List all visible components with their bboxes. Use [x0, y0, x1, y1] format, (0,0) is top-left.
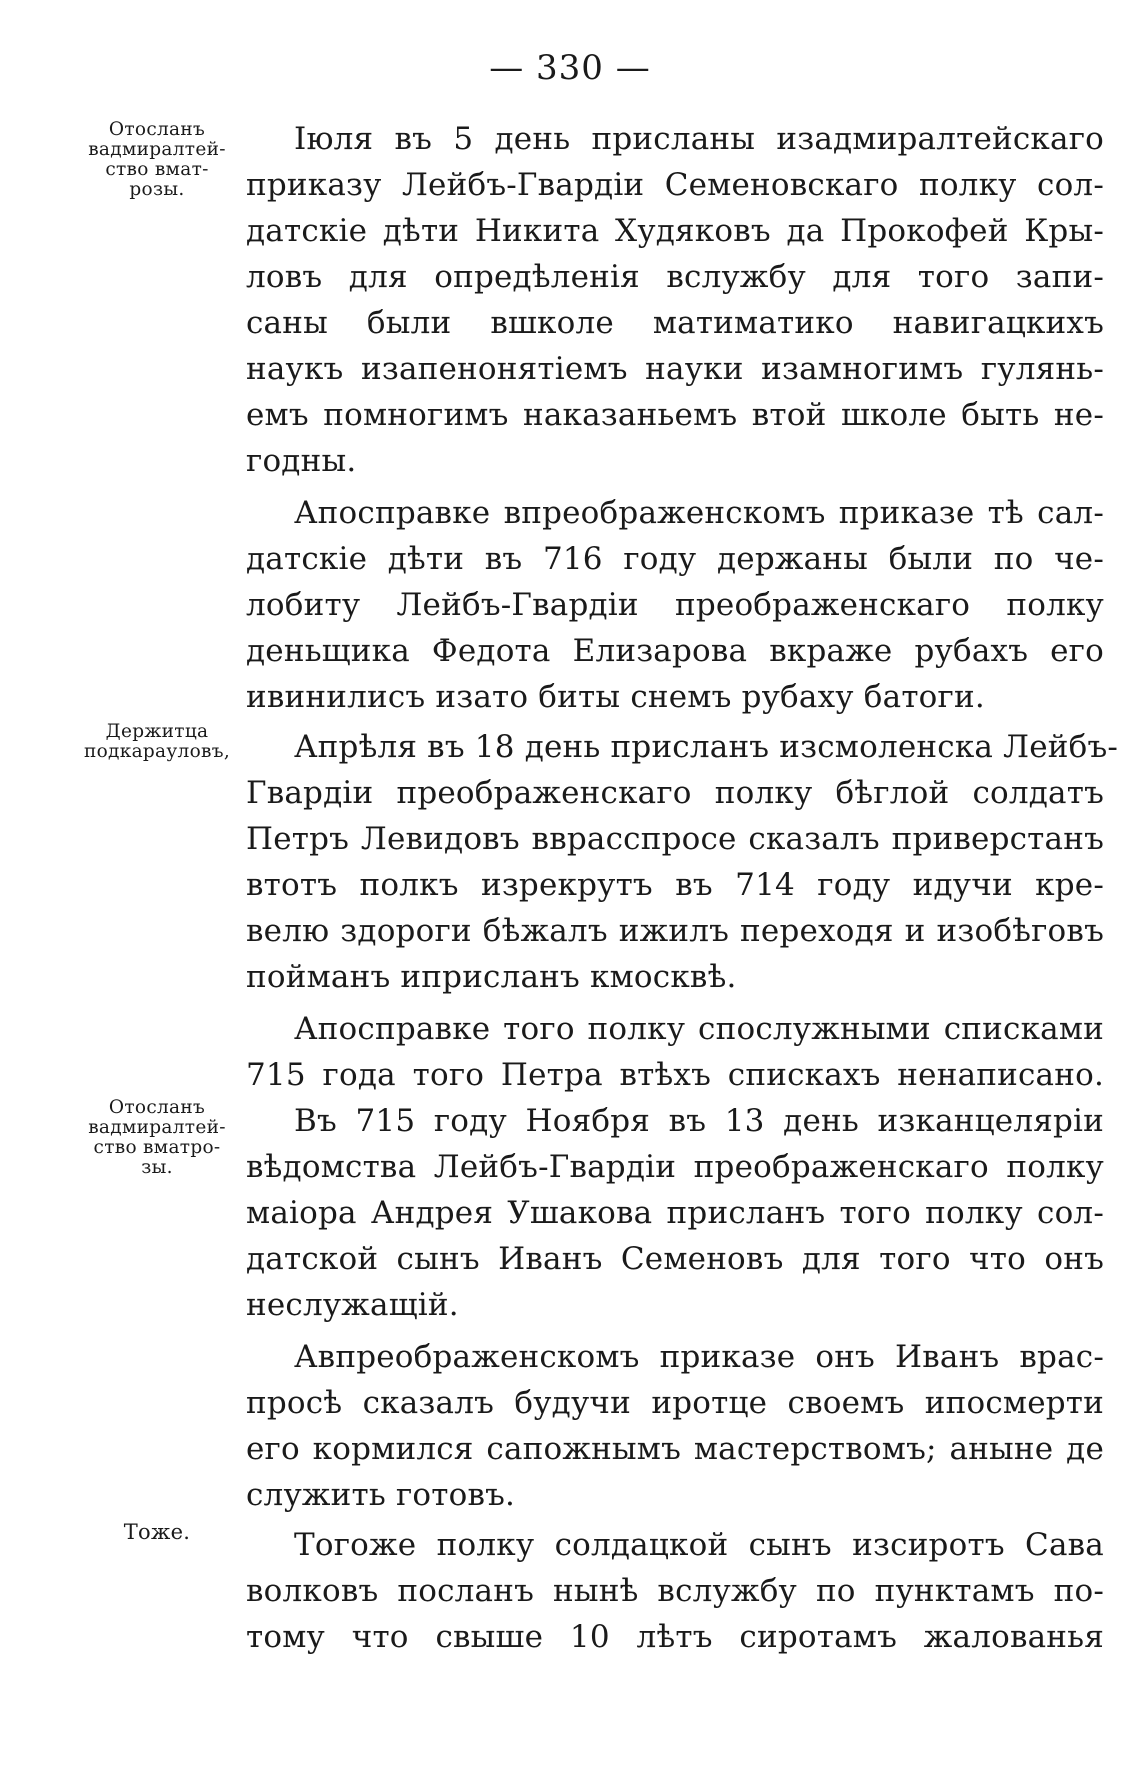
text-line: датскіе дѣти Никита Худяковъ да Прокофей Кры-	[246, 213, 1104, 249]
text-line: 715 года того Петра втѣхъ спискахъ ненаписано.	[246, 1057, 1104, 1093]
text-line: Апосправке того полку спослужными списками	[294, 1011, 1104, 1047]
text-line: емъ помногимъ наказаньемъ втой школе быть не-	[246, 397, 1104, 433]
text-line: лобиту Лейбъ-Гвардіи преображенскаго полку	[246, 587, 1104, 623]
margin-note: Держитца подкарауловъ,	[83, 721, 231, 762]
page-number: — 330 —	[489, 48, 651, 88]
text-line: вѣдомства Лейбъ-Гвардіи преображенскаго полку	[246, 1149, 1104, 1185]
text-line: Петръ Левидовъ вврасспросе сказалъ приверстанъ	[246, 821, 1104, 857]
text-line: неслужащій.	[246, 1287, 459, 1323]
text-line: Авпреображенскомъ приказе онъ Иванъ врас-	[294, 1339, 1104, 1375]
text-line: Гвардіи преображенскаго полку бѣглой солдатъ	[246, 775, 1104, 811]
margin-note: Отосланъ вадмиралтей- ство вмат- розы.	[88, 119, 226, 200]
text-line: втотъ полкъ изрекрутъ въ 714 году идучи кре-	[246, 867, 1104, 903]
text-line: пойманъ иприсланъ кмосквѣ.	[246, 959, 737, 995]
text-line: Въ 715 году Ноября въ 13 день изканцеляріи	[294, 1103, 1104, 1139]
text-line: ловъ для опредѣленія вслужбу для того запи-	[246, 259, 1104, 295]
text-line: наукъ изапенонятіемъ науки изамногимъ гулянь-	[246, 351, 1104, 387]
text-line: Іюля въ 5 день присланы изадмиралтейскаго	[294, 121, 1104, 157]
text-line: волковъ посланъ нынѣ вслужбу по пунктамъ по-	[246, 1573, 1104, 1609]
text-line: саны были вшколе матиматико навигацкихъ	[246, 305, 1104, 341]
text-line: маіора Андрея Ушакова присланъ того полку сол-	[246, 1195, 1104, 1231]
text-line: тому что свыше 10 лѣтъ сиротамъ жалованья	[246, 1619, 1104, 1655]
text-line: просѣ сказалъ будучи иротце своемъ ипосмерти	[246, 1385, 1104, 1421]
text-line: его кормился сапожнымъ мастерствомъ; аныне де	[246, 1431, 1104, 1467]
text-line: годны.	[246, 443, 357, 479]
text-line: Апрѣля въ 18 день присланъ изсмоленска Лейбъ-	[294, 729, 1119, 765]
margin-note: Тоже.	[123, 1520, 191, 1544]
text-line: приказу Лейбъ-Гвардіи Семеновскаго полку сол-	[246, 167, 1104, 203]
text-line: Апосправке впреображенскомъ приказе тѣ сал-	[294, 495, 1104, 531]
text-line: ивинилисъ изато биты снемъ рубаху батоги.	[246, 679, 985, 715]
margin-note: Отосланъ вадмиралтей- ство вматро- зы.	[88, 1097, 226, 1178]
text-line: велю здороги бѣжалъ ижилъ переходя и изобѣговъ	[246, 913, 1104, 949]
text-line: датскіе дѣти въ 716 году держаны были по че-	[246, 541, 1104, 577]
text-line: деньщика Федота Елизарова вкраже рубахъ его	[246, 633, 1104, 669]
text-line: служить готовъ.	[246, 1477, 516, 1513]
text-line: датской сынъ Иванъ Семеновъ для того что онъ	[246, 1241, 1104, 1277]
text-line: Тогоже полку солдацкой сынъ изсиротъ Сава	[294, 1527, 1104, 1563]
